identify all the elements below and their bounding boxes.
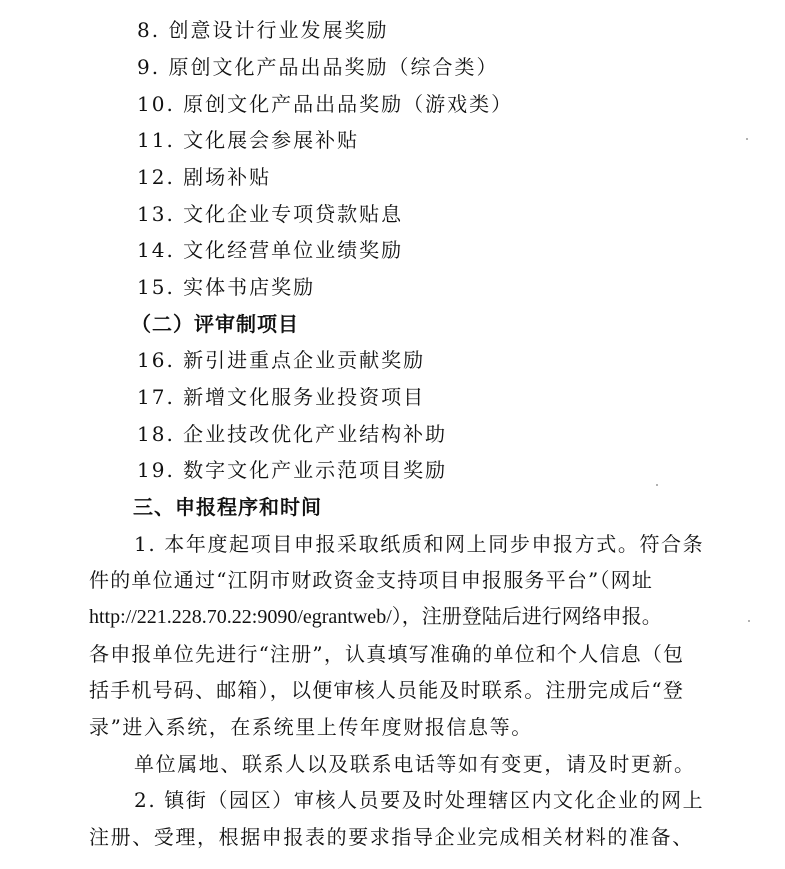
- section-heading: 三、申报程序和时间: [133, 495, 322, 519]
- list-item: 19. 数字文化产业示范项目奖励: [137, 458, 448, 482]
- paragraph-line: 件的单位通过“江阴市财政资金支持项目申报服务平台”（网址: [89, 568, 654, 592]
- list-item: 15. 实体书店奖励: [137, 275, 316, 299]
- list-item: 8. 创意设计行业发展奖励: [137, 18, 389, 42]
- list-item: 12. 剧场补贴: [137, 165, 272, 189]
- list-item: 16. 新引进重点企业贡献奖励: [137, 348, 426, 372]
- paragraph-line: 括手机号码、邮箱），以便审核人员能及时联系。注册完成后“登: [89, 678, 685, 702]
- paragraph-line: 各申报单位先进行“注册”，认真填写准确的单位和个人信息（包: [89, 642, 685, 666]
- list-item: 11. 文化展会参展补贴: [137, 128, 360, 152]
- scan-speck: [656, 484, 658, 486]
- scan-speck: [746, 138, 748, 140]
- paragraph-line: 注册、受理，根据申报表的要求指导企业完成相关材料的准备、: [89, 825, 694, 849]
- list-item: 10. 原创文化产品出品奖励（游戏类）: [137, 92, 514, 116]
- list-item: 14. 文化经营单位业绩奖励: [137, 238, 404, 262]
- paragraph-line: 1. 本年度起项目申报采取纸质和网上同步申报方式。符合条: [134, 532, 705, 556]
- list-item: 17. 新增文化服务业投资项目: [137, 385, 426, 409]
- list-item: 9. 原创文化产品出品奖励（综合类）: [137, 55, 499, 79]
- scan-speck: [748, 620, 750, 622]
- paragraph: 单位属地、联系人以及联系电话等如有变更，请及时更新。: [134, 752, 696, 776]
- list-item: 13. 文化企业专项贷款贴息: [137, 202, 404, 226]
- list-item: 18. 企业技改优化产业结构补助: [137, 422, 448, 446]
- subsection-heading: （二）评审制项目: [131, 312, 299, 336]
- paragraph-line: 2. 镇街（园区）审核人员要及时处理辖区内文化企业的网上: [134, 788, 705, 812]
- paragraph-line: 录”进入系统，在系统里上传年度财报信息等。: [89, 715, 533, 739]
- paragraph-line: http://221.228.70.22:9090/egrantweb/），注册登陆后进行网络申报。: [89, 606, 662, 628]
